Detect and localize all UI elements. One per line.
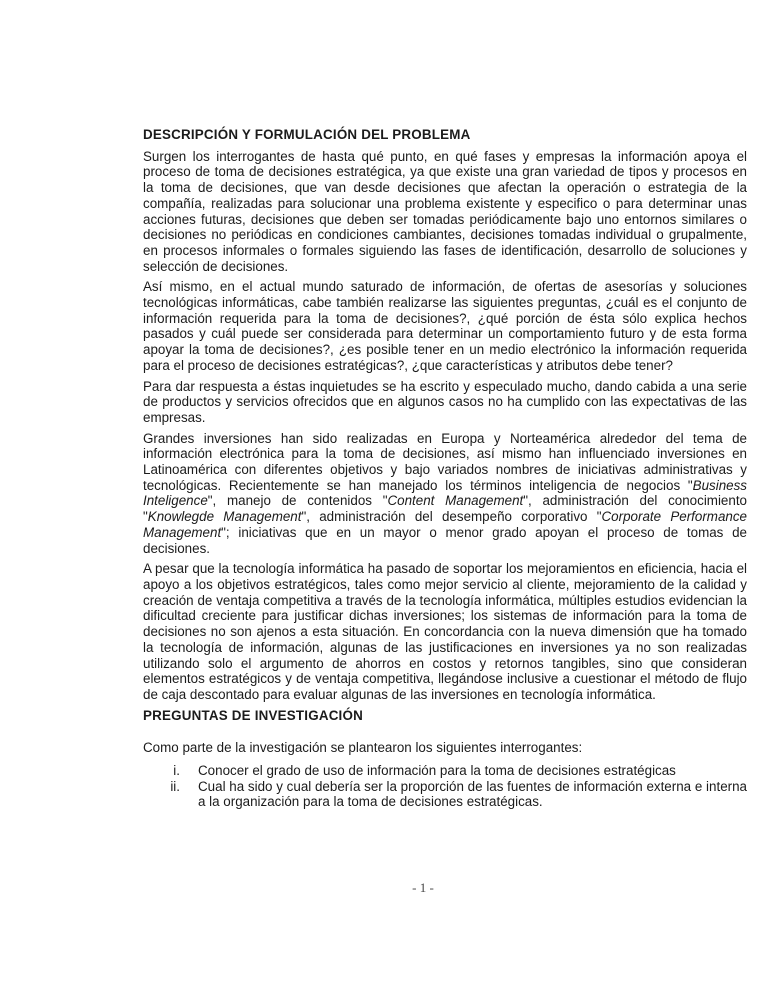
list-item-marker: i. <box>173 763 180 779</box>
text-run: "; iniciativas que en un mayor o menor grado apoyan el proceso de tomas de decisiones. <box>143 524 747 556</box>
text-run: ", administración del desempeño corporativo " <box>301 509 602 525</box>
text-run: A pesar que la tecnología informática ha pasado de soportar los mejoramientos en eficiencia, hacia el apoyo a los objetivos estratégicos, tales como mejor servicio al cliente, mejoramiento de la calidad y creación de ventaja competitiva a través de la tecnología informática, múltiples estudios evidencian la dificultad creciente para justificar dichas inversiones; los sistemas de información para la toma de decisiones no son ajenos a esta situación. En concordancia con la nueva dimensión que ha tomado la tecnología de información, algunas de las justificaciones en inversiones ya no son realizadas utilizando solo el argumento de ahorros en costos y retornos tangibles, sino que consideran elementos estratégicos y de ventaja competitiva, llegándose inclusive a cuestionar el método de flujo de caja descontado para evaluar algunas de las inversiones en tecnología informática. <box>143 561 747 702</box>
paragraph-a-pesar <box>143 561 747 702</box>
paragraph-para-dar-respuesta <box>143 379 747 426</box>
text-run: ", manejo de contenidos " <box>207 493 388 509</box>
heading-preguntas-investigacion: PREGUNTAS DE INVESTIGACIÓN <box>143 707 363 723</box>
heading-descripcion-formulacion: DESCRIPCIÓN Y FORMULACIÓN DEL PROBLEMA <box>143 127 471 142</box>
text-run: Para dar respuesta a éstas inquietudes se ha escrito y especulado mucho, dando cabida a una serie de productos y servicios ofrecidos que en algunos casos no ha cumplido con las expectativas de las empresas. <box>143 378 747 425</box>
italic-term: Content Management <box>387 493 524 509</box>
list-item-text: Conocer el grado de uso de información para la toma de decisiones estratégicas <box>198 763 676 779</box>
paragraph-surgen-interrogantes <box>143 149 747 275</box>
research-questions-list <box>143 763 747 810</box>
paragraph-grandes-inversiones <box>143 431 747 557</box>
text-run: Así mismo, en el actual mundo saturado de información, de ofertas de asesorías y soluciones tecnológicas informáticas, cabe también realizarse las siguientes preguntas, ¿cuál es el conjunto de información requerida para la toma de decisiones?, ¿qué porción de ésta sólo explica hechos pasados y cuál puede ser considerada para determinar un comportamiento futuro y de esta forma apoyar la toma de decisiones?, ¿es posible tener en un medio electrónico la información requerida para el proceso de decisiones estratégicas?, ¿que características y atributos debe tener? <box>143 279 747 373</box>
italic-term: Business Inteligence <box>143 477 747 509</box>
list-item-text: Cual ha sido y cual debería ser la proporción de las fuentes de información externa e interna a la organización para la toma de decisiones estratégicas. <box>198 778 747 810</box>
list-item <box>143 763 747 779</box>
italic-term: Knowlegde Management <box>147 509 302 525</box>
list-item-marker: ii. <box>170 778 180 794</box>
paragraph-asi-mismo <box>143 279 747 373</box>
text-run: Surgen los interrogantes de hasta qué punto, en qué fases y empresas la información apoya el proceso de toma de decisiones estratégica, ya que existe una gran variedad de tipos y procesos en la toma de decisiones, que van desde decisiones que afectan la operación o estrategia de la compañía, realizadas para solucionar una problema existente y especifico o para determinar unas acciones futuras, decisiones que deben ser tomadas periódicamente bajo uno entornos similares o decisiones no periódicas en condiciones cambiantes, decisiones tomadas individual o grupalmente, en procesos informales o formales siguiendo las fases de identificación, desarrollo de soluciones y selección de decisiones. <box>143 148 747 274</box>
list-item <box>143 779 747 810</box>
text-run: Grandes inversiones han sido realizadas en Europa y Norteamérica alrededor del tema de información electrónica para la toma de decisiones, así mismo han influenciado inversiones en Latinoamérica con diferentes objetivos y bajo variados nombres de iniciativas administrativas y tecnológicas. Recientemente se han manejado los términos inteligencia de negocios " <box>143 430 747 493</box>
text-run: ", administración del conocimiento " <box>143 493 747 525</box>
page-number: - 1 - <box>412 880 434 895</box>
italic-term: Corporate Performance Management <box>143 509 747 540</box>
list-intro: Como parte de la investigación se plantearon los siguientes interrogantes: <box>143 740 583 756</box>
